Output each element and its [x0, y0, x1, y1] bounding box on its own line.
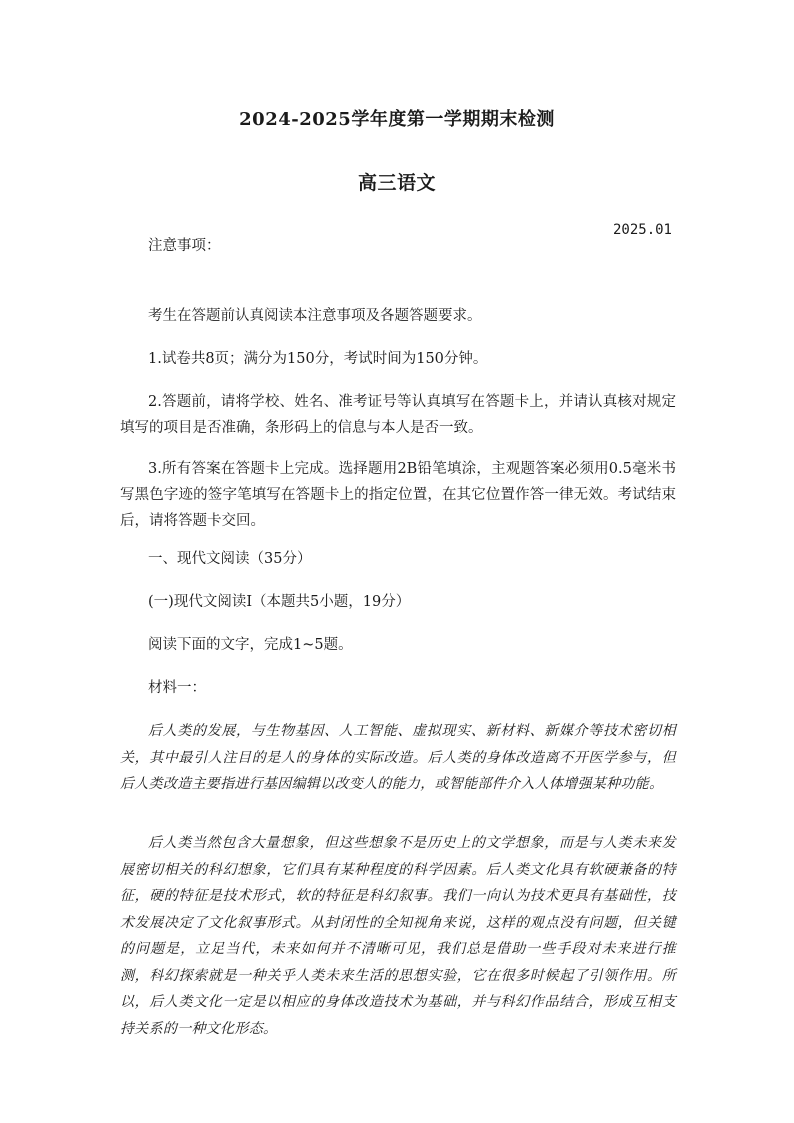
section-subheading: (一)现代文阅读Ⅰ（本题共5小题，19分）: [148, 594, 411, 610]
notice-intro: 考生在答题前认真阅读本注意事项及各题答题要求。: [148, 308, 482, 324]
subject-title: 高三语文: [357, 172, 436, 194]
exam-date: 2025.01: [612, 222, 672, 238]
notice-heading: 注意事项：: [148, 238, 221, 254]
material-paragraph-2: 后人类当然包含大量想象，但这些想象不是历史上的文学想象，而是与人类未来发展密切相关的科幻想象，它们具有某种程度的科学因素。后人类文化具有软硬兼备的特征，硬的特征是技术形式，软的特征是科幻叙事。我们一向认为技术更具有基础性，技术发展决定了文化叙事形式。从封闭性的全知视角来说，这样的观点没有问题，但关键的问题是，立足当代，未来如何并不清晰可见，我们总是借助一些手段对未来进行推测，科幻探索就是一种关乎人类未来生活的思想实验，它在很多时候起了引领作用。所以，后人类文化一定是以相应的身体改造技术为基础，并与科幻作品结合，形成互相支持关系的一种文化形态。: [120, 835, 676, 1037]
material-label: 材料一：: [148, 680, 206, 696]
notice-item-2: 2.答题前，请将学校、姓名、准考证号等认真填写在答题卡上，并请认真核对规定填写的项目是否准确，条形码上的信息与本人是否一致。: [120, 394, 676, 436]
notice-item-1: 1.试卷共8页；满分为150分，考试时间为150分钟。: [148, 351, 488, 367]
material-paragraph-1: 后人类的发展，与生物基因、人工智能、虚拟现实、新材料、新媒介等技术密切相关，其中最引人注目的是人的身体的实际改造。后人类的身体改造离不开医学参与，但后人类改造主要指进行基因编辑以改变人的能力，或智能部件介入人体增强某种功能。: [120, 723, 676, 792]
section-heading: 一、现代文阅读（35分）: [148, 551, 312, 567]
reading-instruction: 阅读下面的文字，完成1~5题。: [148, 637, 353, 653]
notice-item-3: 3.所有答案在答题卡上完成。选择题用2B铅笔填涂，主观题答案必须用0.5毫米书写黑色字迹的签字笔填写在答题卡上的指定位置，在其它位置作答一律无效。考试结束后，请将答题卡交回。: [120, 461, 676, 529]
exam-title: 2024-2025学年度第一学期期末检测: [239, 109, 555, 130]
